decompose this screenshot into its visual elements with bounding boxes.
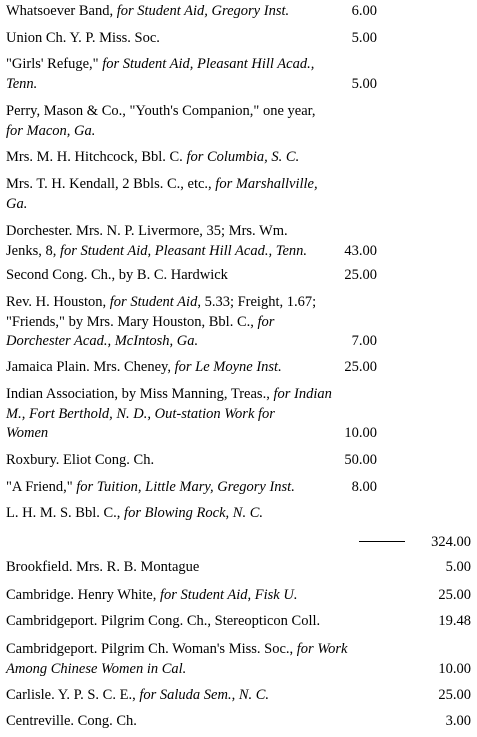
- ledger-entry: [6, 266, 471, 286]
- ledger-entry: [6, 358, 471, 378]
- amount-column: 5.00: [351, 75, 377, 92]
- entry-text-line: [6, 660, 186, 679]
- entry-text-line: [6, 175, 318, 194]
- ledger-entry: [6, 29, 471, 49]
- entry-text-line: [6, 686, 269, 705]
- entry-text-line: [6, 405, 275, 424]
- text-segment: Rev. H. Houston,: [6, 294, 110, 310]
- entry-text-line: [6, 504, 263, 523]
- ledger-entry: [6, 451, 471, 471]
- italic-segment: for Columbia, S. C.: [186, 149, 300, 165]
- ledger-entry: [6, 102, 471, 141]
- ledger-entry: [6, 2, 471, 22]
- text-segment: Union Ch. Y. P. Miss. Soc.: [6, 30, 160, 46]
- ledger-entry: [6, 55, 471, 94]
- entry-text-line: [6, 451, 154, 470]
- italic-segment: Tenn.: [6, 75, 38, 92]
- amount-total-column: 5.00: [445, 559, 471, 575]
- text-segment: Cambridge. Henry White,: [6, 587, 160, 603]
- amount-column: 25.00: [344, 359, 377, 375]
- entry-text-line: [6, 424, 48, 443]
- entry-text-line: [6, 102, 316, 121]
- text-segment: Roxbury. Eliot Cong. Ch.: [6, 452, 155, 468]
- text-segment: "Girls' Refuge,": [6, 56, 103, 72]
- entry-text-line: [6, 75, 37, 94]
- amount-column: 43.00: [344, 242, 377, 259]
- entry-text-line: [6, 122, 95, 141]
- italic-segment: for Work: [296, 641, 348, 657]
- text-segment: Mrs. T. H. Kendall, 2 Bbls. C., etc.,: [6, 176, 216, 192]
- italic-segment: for: [257, 313, 275, 330]
- text-segment: Jenks, 8,: [6, 242, 60, 259]
- text-segment: L. H. M. S. Bbl. C.,: [6, 505, 125, 521]
- text-segment: Perry, Mason & Co., "Youth's Companion," one year,: [6, 103, 316, 119]
- entry-text-line: [6, 148, 299, 167]
- italic-segment: for Marshallville,: [215, 176, 318, 192]
- italic-segment: M., Fort Berthold, N. D., Out-station Work for: [6, 405, 275, 422]
- amount-column: 5.00: [351, 30, 377, 46]
- entry-text-line: [6, 586, 297, 605]
- amount-total-column: 3.00: [445, 713, 471, 729]
- text-segment: Dorchester. Mrs. N. P. Livermore, 35; Mrs. Wm.: [6, 223, 288, 239]
- entry-text-line: [6, 55, 314, 74]
- italic-segment: for Indian: [273, 386, 332, 402]
- entry-text-line: [6, 385, 332, 404]
- italic-segment: for Blowing Rock, N. C.: [124, 505, 264, 521]
- entry-text-line: [6, 358, 282, 377]
- ledger-entry: [6, 385, 471, 444]
- entry-text-line: [6, 558, 199, 577]
- text-segment: , 5.33; Freight, 1.67;: [197, 294, 317, 310]
- text-segment: "A Friend,": [6, 479, 77, 495]
- text-segment: Indian Association, by Miss Manning, Treas.,: [6, 386, 274, 402]
- text-segment: Centreville. Cong. Ch.: [6, 713, 137, 729]
- ledger-entry: [6, 148, 471, 168]
- entry-text-line: [6, 478, 295, 497]
- ledger-entry: [6, 712, 471, 732]
- entry-text-line: [6, 640, 347, 659]
- ledger-entry: [6, 504, 471, 524]
- subtotal-rule: [359, 541, 405, 542]
- ledger-entry: [6, 222, 471, 261]
- italic-segment: for Le Moyne Inst.: [174, 359, 282, 375]
- amount-total-column: 19.48: [438, 613, 471, 629]
- entry-text-line: [6, 29, 160, 48]
- amount-total-column: 324.00: [431, 534, 471, 550]
- amount-column: 7.00: [351, 333, 377, 349]
- entry-text-line: [6, 242, 307, 261]
- amount-column: 25.00: [344, 267, 377, 283]
- italic-segment: Women: [6, 425, 49, 441]
- text-segment: Cambridgeport. Pilgrim Cong. Ch., Stereopticon Coll.: [6, 613, 321, 629]
- entry-text-line: [6, 266, 228, 285]
- italic-segment: Ga.: [6, 195, 28, 212]
- text-segment: Cambridgeport. Pilgrim Ch. Woman's Miss. Soc.,: [6, 641, 297, 657]
- ledger-entry: [6, 586, 471, 606]
- entry-text-line: [6, 313, 274, 332]
- ledger-entry: [6, 612, 471, 632]
- italic-segment: for Macon, Ga.: [6, 122, 96, 139]
- ledger-entry: [6, 293, 471, 352]
- italic-segment: Dorchester Acad., McIntosh, Ga.: [6, 333, 199, 349]
- entry-text-line: [6, 222, 288, 241]
- amount-column: 6.00: [351, 3, 377, 19]
- entry-text-line: [6, 293, 316, 312]
- text-segment: Jamaica Plain. Mrs. Cheney,: [6, 359, 175, 375]
- italic-segment: for Student Aid, Pleasant Hill Acad.,: [102, 56, 315, 72]
- italic-segment: for Saluda Sem., N. C.: [139, 687, 270, 703]
- entry-text-line: [6, 332, 198, 351]
- entry-text-line: [6, 2, 289, 21]
- amount-total-column: 25.00: [438, 587, 471, 603]
- italic-segment: for Student Aid, Pleasant Hill Acad., Tenn.: [59, 242, 308, 259]
- italic-segment: for Student Aid, Fisk U.: [159, 587, 298, 603]
- amount-column: 8.00: [351, 479, 377, 495]
- entry-text-line: [6, 712, 137, 731]
- ledger-entry: [6, 478, 471, 498]
- italic-segment: for Student Aid, Gregory Inst.: [116, 3, 290, 19]
- ledger-entry: [6, 686, 471, 706]
- text-segment: Mrs. M. H. Hitchcock, Bbl. C.: [6, 149, 187, 165]
- ledger-entry: [6, 533, 471, 553]
- text-segment: Whatsoever Band,: [6, 3, 117, 19]
- amount-column: 10.00: [344, 425, 377, 441]
- text-segment: "Friends," by Mrs. Mary Houston, Bbl. C.,: [6, 313, 258, 330]
- amount-total-column: 25.00: [438, 687, 471, 703]
- text-segment: Carlisle. Y. P. S. C. E.,: [6, 687, 140, 703]
- amount-column: 50.00: [344, 452, 377, 468]
- italic-segment: for Student Aid: [109, 294, 198, 310]
- text-segment: Second Cong. Ch., by B. C. Hardwick: [6, 267, 228, 283]
- italic-segment: Among Chinese Women in Cal.: [6, 660, 187, 677]
- entry-text-line: [6, 195, 27, 214]
- ledger-entry: [6, 640, 471, 679]
- ledger-entry: [6, 175, 471, 214]
- italic-segment: for Tuition, Little Mary, Gregory Inst.: [76, 479, 295, 495]
- ledger-entry: [6, 558, 471, 578]
- text-segment: Brookfield. Mrs. R. B. Montague: [6, 559, 200, 575]
- entry-text-line: [6, 612, 320, 631]
- amount-total-column: 10.00: [438, 660, 471, 677]
